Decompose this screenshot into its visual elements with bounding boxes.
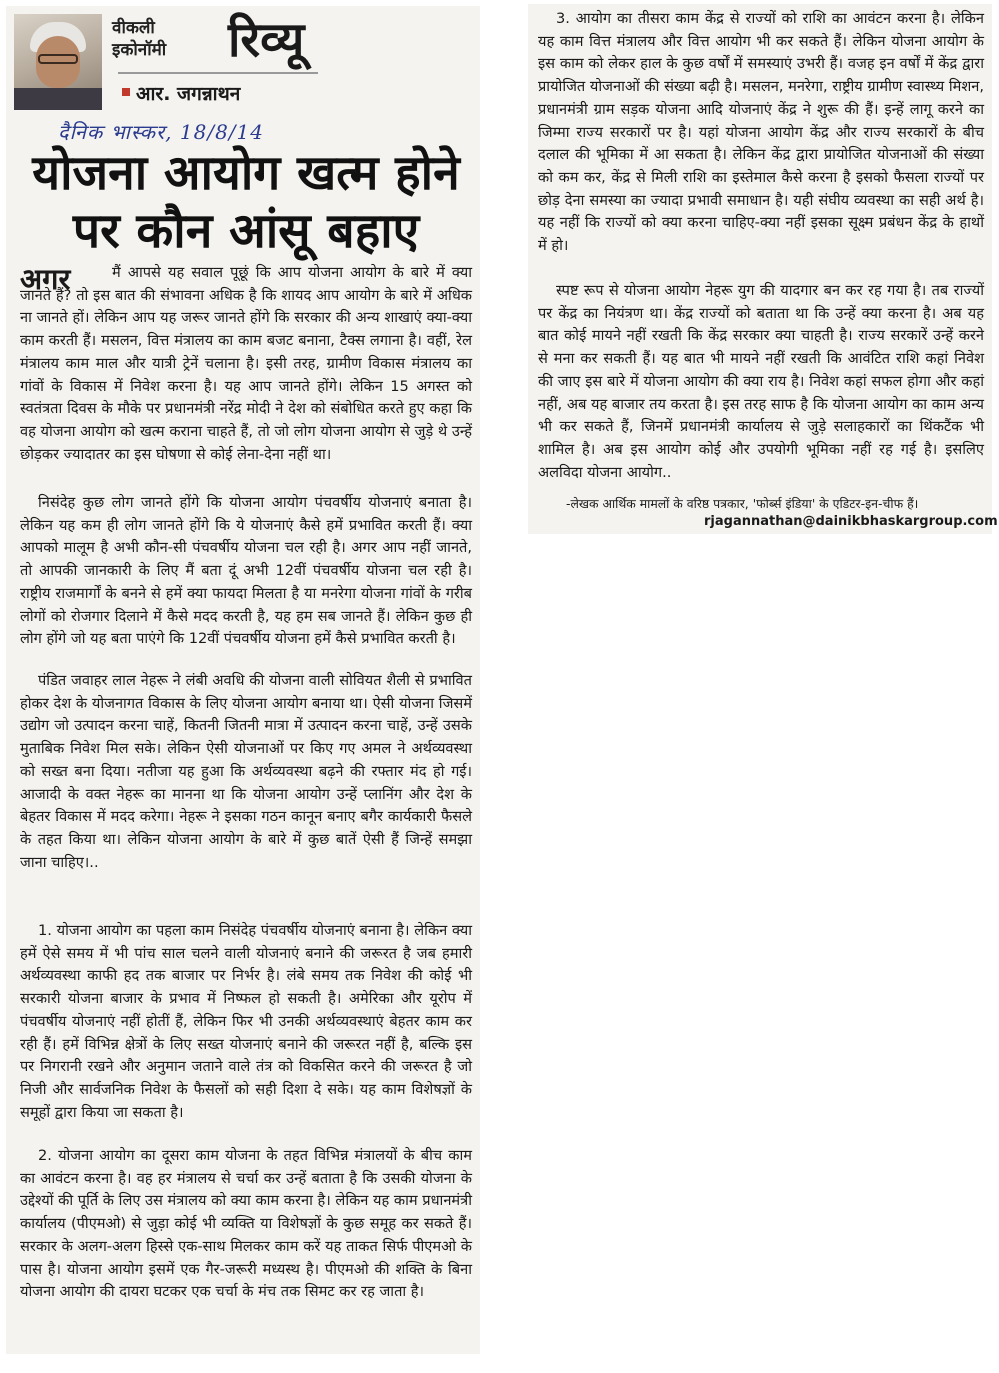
paragraph-3: पंडित जवाहर लाल नेहरू ने लंबी अवधि की योजना वाली सोवियत शैली से प्रभावित होकर देश के योजनागत विकास के लिए योजना आयोग बनाया था। ऐसी योजना जिसमें उद्योग जो उत्पादन करना चाहें, कितनी जितनी मात्रा में उत्पादन करना चाहें, उन्हें उसके मुताबिक निवेश मिल सके। लेकिन ऐसी योजनाओं पर किए गए अमल ने अर्थव्यवस्था को सख्त बना दिया। नतीजा यह हुआ कि अर्थव्यवस्था बढ़ने की रफ्तार मंद हो गई। आजादी के वक्त नेहरू का मानना था कि योजना आयोग उन्हें प्लानिंग और देश के बेहतर विकास में मदद करेगा। नेहरू ने इसका गठन कानून बनाए बगैर कार्यकारी फैसले के तहत किया था। लेकिन योजना आयोग के बारे में कुछ बातें ऐसी हैं जिन्हें समझा जाना चाहिए।.. — [20, 672, 472, 871]
column-title: रिव्यू — [228, 12, 305, 68]
paragraph-6: 3. आयोग का तीसरा काम केंद्र से राज्यों को राशि का आवंटन करना है। लेकिन यह काम वित्त मंत्रालय और वित्त आयोग भी कर सकते हैं। लेकिन योजना आयोग के इस काम को लेकर हाल के कुछ वर्षों में समस्याएं उभरी हैं। वजह इन वर्षों में केंद्र द्वारा प्रायोजित योजनाओं की संख्या बढ़ी है। मसलन, मनरेगा, राष्ट्रीय ग्रामीण स्वास्थ्य मिशन, प्रधानमंत्री ग्राम सड़क योजना आदि योजनाएं केंद्र ने शुरू की हैं। इन्हें लागू करने का जिम्मा राज्य सरकारों पर है। यहां योजना आयोग केंद्र और राज्य सरकारों के बीच दलाल की भूमिका में आ सकता है। लेकिन केंद्र द्वारा प्रायोजित योजनाओं की संख्या को कम कर, केंद्र से मिली राशि का इस्तेमाल कैसे करना है इसको फैसला राज्यों पर छोड़ देना समस्या का ज्यादा प्रभावी समाधान है। यही संघीय व्यवस्था का सही अर्थ है। यह नहीं कि राज्यों को क्या करना चाहिए-क्या नहीं इसका सूक्ष्म प्रबंधन केंद्र के हाथों में हो। — [538, 10, 984, 255]
paragraph-4: 1. योजना आयोग का पहला काम निसंदेह पंचवर्षीय योजनाएं बनाना है। लेकिन क्या हमें ऐसे समय में भी पांच साल चलने वाली योजनाएं बनाने की जरूरत है जब हमारी अर्थव्यवस्था काफी हद तक बाजार पर निर्भर है। लंबे समय तक निवेश की कोई भी सरकारी योजना बाजार के प्रभाव में निष्फल हो सकती है। अमेरिका और यूरोप में पंचवर्षीय योजनाएं नहीं होतीं हैं, लेकिन फिर भी उनकी अर्थव्यवस्थाएं बेहतर काम कर रही हैं। हमें विभिन्न क्षेत्रों के लिए सख्त योजनाएं बनाने की जरूरत नहीं है, बल्कि इस पर निगरानी रखने और अनुमान जताने वाले तंत्र को विकसित करने की जरूरत है जो निजी और सार्वजनिक निवेश के फैसलों को सही दिशा दे सके। यह काम विशेषज्ञों के समूहों द्वारा किया जा सकता है। — [20, 922, 472, 1121]
author-email: rjagannathan@dainikbhaskargroup.com — [704, 514, 998, 529]
column-label-economy: इकोनॉमी — [112, 40, 167, 60]
author-bullet-icon — [122, 88, 130, 96]
lede-word: अगर — [20, 262, 71, 296]
paragraph-7: स्पष्ट रूप से योजना आयोग नेहरू युग की यादगार बन कर रह गया है। तब राज्यों पर केंद्र का नियंत्रण था। केंद्र राज्यों को बताता था कि उन्हें क्या करना है। अब यह बात कोई मायने नहीं रखती कि केंद्र सरकार क्या चाहती है। राज्य सरकारें उन्हें करने से मना कर सकती हैं। यह बात भी मायने नहीं रखती कि आवंटित राशि कहां निवेश की जाए इस बारे में योजना आयोग की क्या राय है। निवेश कहां सफल होगा और कहां नहीं, अब यह बाजार तय करता है। इस तरह साफ है कि योजना आयोग का काम अन्य भी कर सकते हैं, जिनमें प्रधानमंत्री कार्यालय से जुड़े सलाहकारों का थिंकटैंक भी शामिल है। अब इस आयोग कोई और उपयोगी भूमिका नहीं रह गई है। इसलिए अलविदा योजना आयोग.. — [538, 282, 984, 481]
column-label-weekly: वीकली — [112, 18, 155, 38]
headline: योजना आयोग खत्म होने पर कौन आंसू बहाए — [32, 145, 460, 259]
author-name: आर. जगन्नाथन — [136, 83, 241, 105]
author-photo — [14, 14, 102, 110]
author-footnote: -लेखक आर्थिक मामलों के वरिष्ठ पत्रकार, 'फोर्ब्स इंडिया' के एडिटर-इन-चीफ हैं। — [566, 496, 919, 511]
paragraph-2: निसंदेह कुछ लोग जानते होंगे कि योजना आयोग पंचवर्षीय योजनाएं बनाता है। लेकिन यह कम ही लोग जानते होंगे कि ये योजनाएं कैसे हमें प्रभावित करती हैं। क्या आपको मालूम है अभी कौन-सी पंचवर्षीय योजना चल रही है। अगर आप नहीं जानते, तो आपकी जानकारी के लिए मैं बता दूं अभी 12वीं पंचवर्षीय योजना चल रही है। राष्ट्रीय राजमार्गों के बनने से हमें क्या फायदा मिलता है या मनरेगा योजना गांवों के गरीब लोगों को रोजगार दिलाने में कैसे मदद करती है, यह हम सब जानते हैं। लेकिन कुछ ही लोग होंगे जो यह बता पाएंगे कि 12वीं पंचवर्षीय योजना हमें कैसे प्रभावित करती है। — [20, 494, 472, 648]
paragraph-5: 2. योजना आयोग का दूसरा काम योजना के तहत विभिन्न मंत्रालयों के बीच काम का आवंटन करना है। वह हर मंत्रालय से चर्चा कर उन्हें बताता है कि उसकी योजना के उद्देश्यों की पूर्ति के लिए उस मंत्रालय को क्या काम करना है। लेकिन यह काम प्रधानमंत्री कार्यालय (पीएमओ) से जुड़ा कोई भी व्यक्ति या विशेषज्ञों के कुछ समूह कर सकते हैं। सरकार के अलग-अलग हिस्से एक-साथ मिलकर काम करें यह ताकत सिर्फ पीएमओ के पास है। योजना आयोग इसमें एक गैर-जरूरी मध्यस्थ है। पीएमओ की शक्ति के बिना योजना आयोग की दायरा घटकर एक चर्चा के मंच तक सिमट कर रह जाता है। — [20, 1147, 472, 1301]
paragraph-1: मैं आपसे यह सवाल पूछूं कि आप योजना आयोग के बारे में क्या जानते हैं? तो इस बात की संभावना अधिक है कि शायद आप आयोग के बारे में अधिक ना जानते हों। लेकिन आप यह जरूर जानते होंगे कि सरकार की अन्य शाखाएं क्या-क्या काम करती हैं। मसलन, वित्त मंत्रालय का काम बजट बनाना, टैक्स लगाना है। वहीं, रेल मंत्रालय काम माल और यात्री ट्रेनें चलाना है। इसी तरह, ग्रामीण विकास मंत्रालय का गांवों के विकास में निवेश करना है। यह आप जानते होंगे। लेकिन 15 अगस्त को स्वतंत्रता दिवस के मौके पर प्रधानमंत्री नरेंद्र मोदी ने देश को संबोधित करते हुए कहा कि वह योजना आयोग को खत्म कराना चाहते हैं, तो जो लोग योजना आयोग से जुड़े थे उन्हें छोड़कर ज्यादातर का इस घोषणा से कोई लेना-देना नहीं था। — [20, 264, 472, 463]
handwritten-date-note: दैनिक भास्कर, 18/8/14 — [58, 120, 264, 144]
